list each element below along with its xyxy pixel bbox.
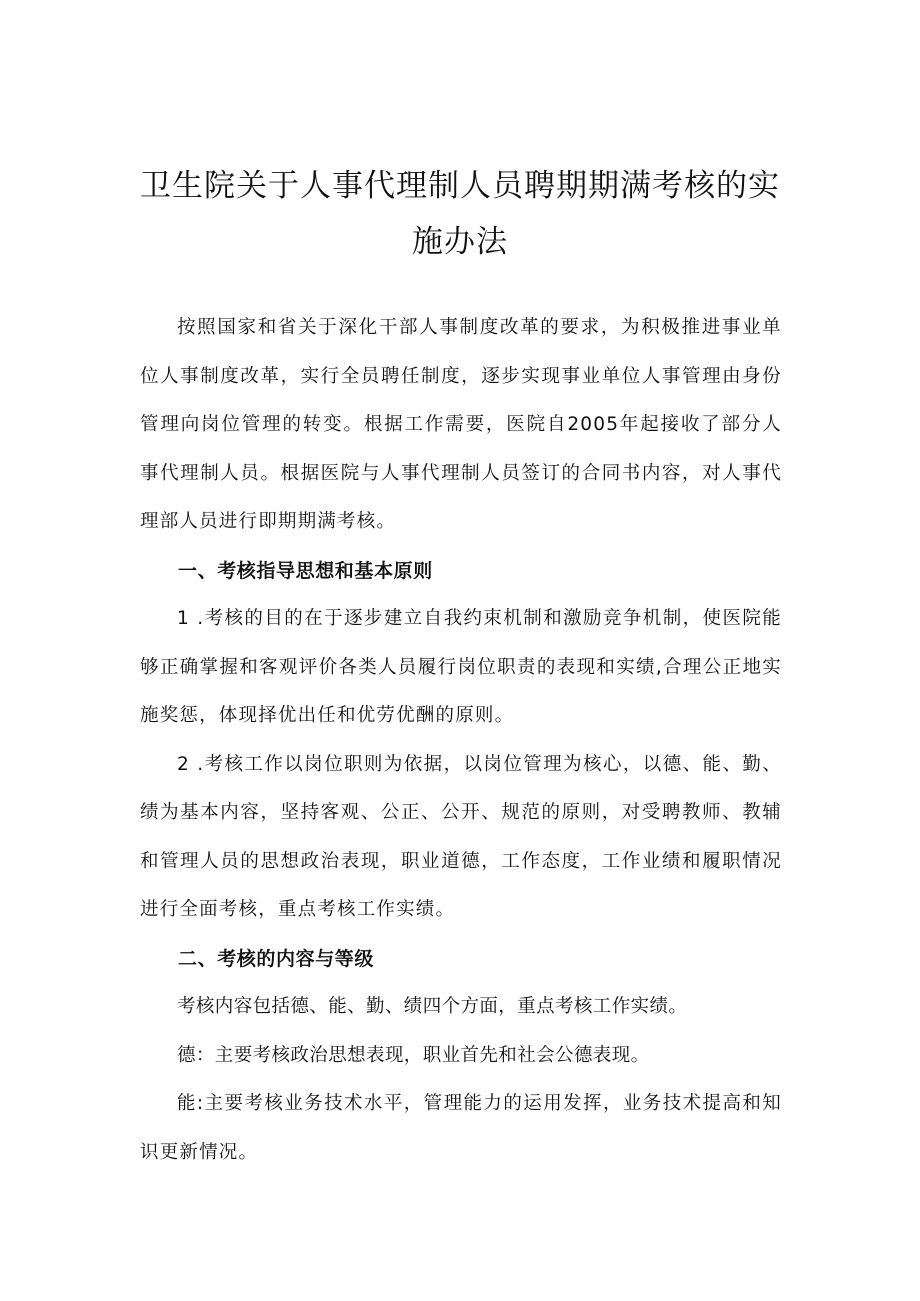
- section-2-de-paragraph: 德：主要考核政治思想表现，职业首先和社会公德表现。: [177, 1044, 650, 1066]
- section-2-heading: 二、考核的内容与等级: [178, 947, 375, 970]
- intro-paragraph: 按照国家和省关于深化干部人事制度改革的要求，为积极推进事业单位人事制度改革，实行全员聘任制度，逐步实现事业单位人事管理由身份管理向岗位管理的转变。根据工作需要，医院自2005年起接收了部分人事代理制人员。根据医院与人事代理制人员签订的合同书内容，对人事代理部人员进行即期期满考核。: [140, 317, 782, 532]
- title-line-1: 卫生院关于人事代理制人员聘期期满考核的实: [140, 168, 780, 204]
- document-body: [140, 304, 782, 1177]
- title-line-2: 施办法: [412, 224, 508, 260]
- section-1-item-2: 2 .考核工作以岗位职则为依据，以岗位管理为核心，以德、能、勤、绩为基本内容，坚持客观、公正、公开、规范的原则，对受聘教师、教辅和管理人员的思想政治表现，职业道德，工作态度，工作业绩和履职情况进行全面考核，重点考核工作实绩。: [140, 753, 782, 920]
- section-1-item-1: 1 .考核的目的在于逐步建立自我约束机制和激励竞争机制，使医院能够正确掌握和客观评价各类人员履行岗位职责的表现和实绩,合理公正地实施奖惩，体现择优出任和优劳优酬的原则。: [140, 608, 782, 726]
- section-2-neng-paragraph: 能:主要考核业务技术水平，管理能力的运用发挥，业务技术提高和知识更新情况。: [140, 1093, 782, 1163]
- document-title: [140, 158, 780, 270]
- section-1-heading: 一、考核指导思想和基本原则: [178, 559, 433, 582]
- section-2-content-paragraph: 考核内容包括德、能、勤、绩四个方面，重点考核工作实绩。: [177, 996, 688, 1017]
